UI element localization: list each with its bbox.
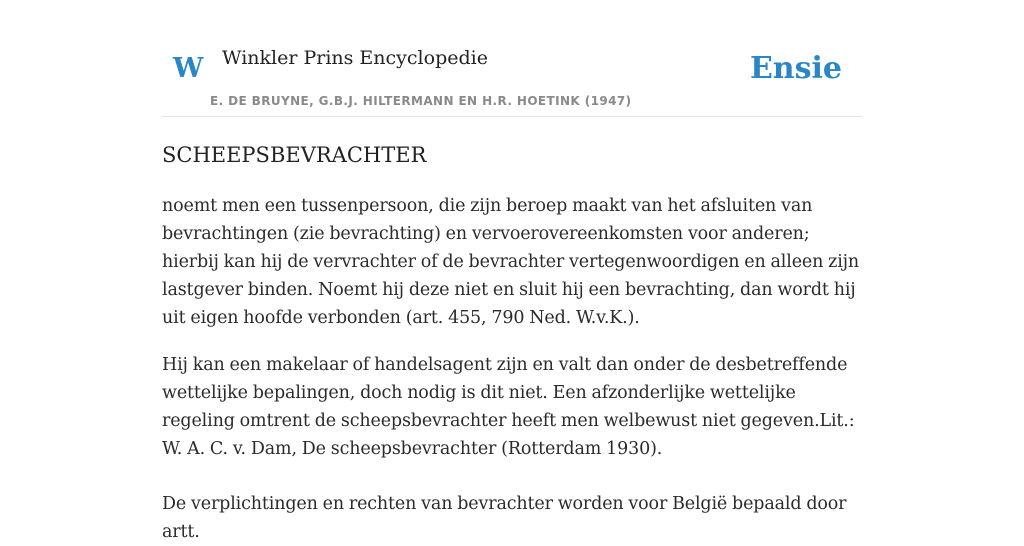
- winkler-prins-logo[interactable]: W: [173, 53, 204, 84]
- encyclopedia-title: Winkler Prins Encyclopedie: [222, 47, 488, 69]
- article: [162, 140, 862, 546]
- site-header: [162, 40, 862, 117]
- article-paragraph: Hij kan een makelaar of handelsagent zijn en valt dan onder de desbetreffende wettelijke bepalingen, doch nodig is dit niet. Een afzonderlijke wettelijke regeling omtrent de scheepsbevrachter heeft men welbewust niet gegeven.Lit.: W. A. C. v. Dam, De scheepsbevrachter (Rotterdam 1930).: [162, 355, 855, 459]
- ensie-home-link[interactable]: Ensie: [749, 51, 842, 86]
- article-paragraph: De verplichtingen en rechten van bevrachter worden voor België bepaald door artt.: [162, 494, 847, 542]
- article-paragraph: noemt men een tussenpersoon, die zijn beroep maakt van het afsluiten van bevrachtingen (zie bevrachting) en vervoerovereenkomsten voor anderen; hierbij kan hij de vervrachter of de bevrachter vertegenwoordigen en alleen zijn lastgever binden. Noemt hij deze niet en sluit hij een bevrachting, dan wordt hij uit eigen hoofde verbonden (art. 455, 790 Ned. W.v.K.).: [162, 196, 860, 328]
- article-title: SCHEEPSBEVRACHTER: [162, 143, 427, 167]
- encyclopedia-authors: E. DE BRUYNE, G.B.J. HILTERMANN EN H.R. HOETINK (1947): [210, 94, 632, 108]
